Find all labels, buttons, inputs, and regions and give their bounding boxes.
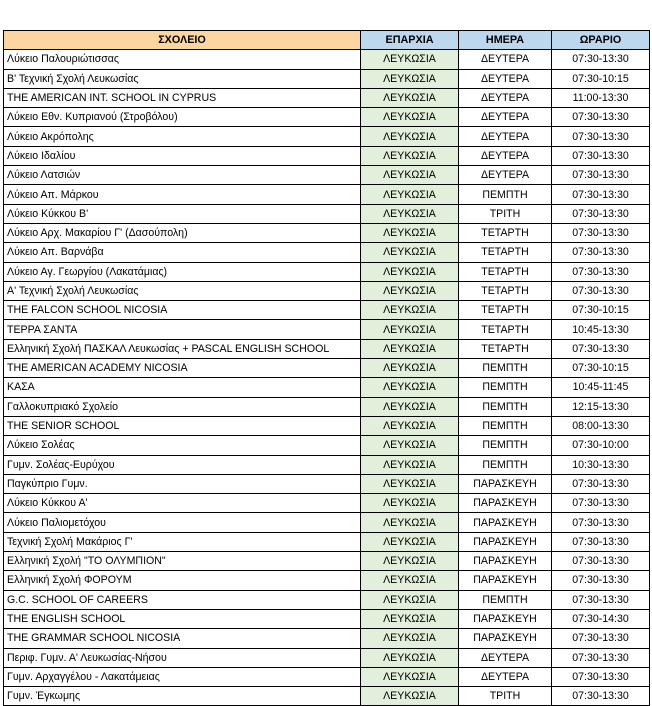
- schedule-cell: 10:30-13:30: [552, 455, 650, 474]
- province-cell: ΛΕΥΚΩΣΙΑ: [361, 494, 459, 513]
- school-cell: Παγκύπριο Γυμν.: [4, 474, 361, 493]
- province-cell: ΛΕΥΚΩΣΙΑ: [361, 416, 459, 435]
- table-row: [4, 127, 650, 146]
- table-row: [4, 609, 650, 628]
- schedule-cell: 07:30-10:15: [552, 359, 650, 378]
- schedule-table: [3, 30, 650, 706]
- province-cell: ΛΕΥΚΩΣΙΑ: [361, 474, 459, 493]
- school-cell: Γυμν. Έγκωμης: [4, 687, 361, 706]
- day-cell: ΤΕΤΑΡΤΗ: [459, 262, 552, 281]
- day-cell: ΠΑΡΑΣΚΕΥΗ: [459, 571, 552, 590]
- province-cell: ΛΕΥΚΩΣΙΑ: [361, 667, 459, 686]
- table-row: [4, 69, 650, 88]
- schedule-cell: 07:30-13:30: [552, 185, 650, 204]
- school-cell: Γαλλοκυπριακό Σχολείο: [4, 397, 361, 416]
- schedule-cell: 07:30-13:30: [552, 474, 650, 493]
- table-row: [4, 513, 650, 532]
- table-row: [4, 474, 650, 493]
- table-row: [4, 108, 650, 127]
- schedule-cell: 07:30-13:30: [552, 629, 650, 648]
- header-province: ΕΠΑΡΧΙΑ: [361, 31, 459, 50]
- province-cell: ΛΕΥΚΩΣΙΑ: [361, 108, 459, 127]
- school-cell: Λύκειο Εθν. Κυπριανού (Στροβόλου): [4, 108, 361, 127]
- province-cell: ΛΕΥΚΩΣΙΑ: [361, 185, 459, 204]
- day-cell: ΠΕΜΠΤΗ: [459, 359, 552, 378]
- school-cell: Ελληνική Σχολή ΦΟΡΟΥΜ: [4, 571, 361, 590]
- day-cell: ΤΕΤΑΡΤΗ: [459, 243, 552, 262]
- table-row: [4, 339, 650, 358]
- schedule-cell: 07:30-13:30: [552, 590, 650, 609]
- school-cell: Λύκειο Ακρόπολης: [4, 127, 361, 146]
- schedule-cell: 07:30-13:30: [552, 571, 650, 590]
- school-cell: THE ENGLISH SCHOOL: [4, 609, 361, 628]
- table-row: [4, 397, 650, 416]
- schedule-cell: 07:30-13:30: [552, 687, 650, 706]
- school-cell: Λύκειο Απ. Μάρκου: [4, 185, 361, 204]
- province-cell: ΛΕΥΚΩΣΙΑ: [361, 146, 459, 165]
- school-cell: THE FALCON SCHOOL NICOSIA: [4, 301, 361, 320]
- schedule-cell: 07:30-14:30: [552, 609, 650, 628]
- day-cell: ΤΕΤΑΡΤΗ: [459, 223, 552, 242]
- day-cell: ΠΑΡΑΣΚΕΥΗ: [459, 474, 552, 493]
- schedule-cell: 07:30-13:30: [552, 513, 650, 532]
- day-cell: ΔΕΥΤΕΡΑ: [459, 667, 552, 686]
- table-row: [4, 532, 650, 551]
- day-cell: ΠΕΜΠΤΗ: [459, 455, 552, 474]
- day-cell: ΠΑΡΑΣΚΕΥΗ: [459, 552, 552, 571]
- day-cell: ΠΑΡΑΣΚΕΥΗ: [459, 494, 552, 513]
- schedule-cell: 07:30-13:30: [552, 667, 650, 686]
- day-cell: ΠΑΡΑΣΚΕΥΗ: [459, 532, 552, 551]
- school-cell: THE AMERICAN INT. SCHOOL IN CYPRUS: [4, 88, 361, 107]
- day-cell: ΤΕΤΑΡΤΗ: [459, 301, 552, 320]
- day-cell: ΤΕΤΑΡΤΗ: [459, 281, 552, 300]
- province-cell: ΛΕΥΚΩΣΙΑ: [361, 262, 459, 281]
- school-cell: Ελληνική Σχολή "ΤΟ ΟΛΥΜΠΙΟΝ": [4, 552, 361, 571]
- table-row: [4, 378, 650, 397]
- province-cell: ΛΕΥΚΩΣΙΑ: [361, 629, 459, 648]
- schedule-cell: 12:15-13:30: [552, 397, 650, 416]
- day-cell: ΤΕΤΑΡΤΗ: [459, 320, 552, 339]
- school-cell: ΤΕΡΡΑ ΣΑΝΤΑ: [4, 320, 361, 339]
- province-cell: ΛΕΥΚΩΣΙΑ: [361, 378, 459, 397]
- table-row: [4, 281, 650, 300]
- province-cell: ΛΕΥΚΩΣΙΑ: [361, 513, 459, 532]
- schedule-cell: 07:30-13:30: [552, 204, 650, 223]
- schedule-cell: 11:00-13:30: [552, 88, 650, 107]
- schedule-cell: 07:30-13:30: [552, 166, 650, 185]
- table-row: [4, 667, 650, 686]
- school-cell: Β' Τεχνική Σχολή Λευκωσίας: [4, 69, 361, 88]
- province-cell: ΛΕΥΚΩΣΙΑ: [361, 243, 459, 262]
- day-cell: ΔΕΥΤΕΡΑ: [459, 88, 552, 107]
- table-row: [4, 166, 650, 185]
- day-cell: ΠΕΜΠΤΗ: [459, 185, 552, 204]
- province-cell: ΛΕΥΚΩΣΙΑ: [361, 687, 459, 706]
- province-cell: ΛΕΥΚΩΣΙΑ: [361, 571, 459, 590]
- school-cell: Τεχνική Σχολή Μακάριος Γ': [4, 532, 361, 551]
- schedule-cell: 10:45-13:30: [552, 320, 650, 339]
- table-row: [4, 359, 650, 378]
- day-cell: ΠΑΡΑΣΚΕΥΗ: [459, 609, 552, 628]
- day-cell: ΔΕΥΤΕΡΑ: [459, 108, 552, 127]
- province-cell: ΛΕΥΚΩΣΙΑ: [361, 552, 459, 571]
- province-cell: ΛΕΥΚΩΣΙΑ: [361, 88, 459, 107]
- day-cell: ΠΕΜΠΤΗ: [459, 590, 552, 609]
- table-row: [4, 455, 650, 474]
- schedule-cell: 07:30-13:30: [552, 108, 650, 127]
- day-cell: ΠΑΡΑΣΚΕΥΗ: [459, 513, 552, 532]
- school-cell: Λύκειο Κύκκου Α': [4, 494, 361, 513]
- schedule-cell: 07:30-13:30: [552, 281, 650, 300]
- schedule-cell: 07:30-13:30: [552, 648, 650, 667]
- province-cell: ΛΕΥΚΩΣΙΑ: [361, 50, 459, 69]
- day-cell: ΤΕΤΑΡΤΗ: [459, 339, 552, 358]
- day-cell: ΠΑΡΑΣΚΕΥΗ: [459, 629, 552, 648]
- table-body: [4, 50, 650, 706]
- school-cell: THE AMERICAN ACADEMY NICOSIA: [4, 359, 361, 378]
- table-row: [4, 552, 650, 571]
- province-cell: ΛΕΥΚΩΣΙΑ: [361, 320, 459, 339]
- table-row: [4, 320, 650, 339]
- table-row: [4, 88, 650, 107]
- header-schedule: ΩΡΑΡΙΟ: [552, 31, 650, 50]
- province-cell: ΛΕΥΚΩΣΙΑ: [361, 339, 459, 358]
- province-cell: ΛΕΥΚΩΣΙΑ: [361, 648, 459, 667]
- table-row: [4, 590, 650, 609]
- day-cell: ΔΕΥΤΕΡΑ: [459, 50, 552, 69]
- table-row: [4, 301, 650, 320]
- schedule-cell: 10:45-11:45: [552, 378, 650, 397]
- school-cell: Λύκειο Παλιομετόχου: [4, 513, 361, 532]
- day-cell: ΠΕΜΠΤΗ: [459, 416, 552, 435]
- day-cell: ΔΕΥΤΕΡΑ: [459, 648, 552, 667]
- school-cell: Λύκειο Κύκκου Β': [4, 204, 361, 223]
- schedule-cell: 07:30-13:30: [552, 494, 650, 513]
- schedule-cell: 07:30-10:15: [552, 301, 650, 320]
- table-row: [4, 416, 650, 435]
- table-row: [4, 436, 650, 455]
- table-row: [4, 185, 650, 204]
- school-cell: Λύκειο Αρχ. Μακαρίου Γ' (Δασούπολη): [4, 223, 361, 242]
- schedule-sheet: [3, 30, 649, 706]
- table-row: [4, 262, 650, 281]
- day-cell: ΔΕΥΤΕΡΑ: [459, 127, 552, 146]
- province-cell: ΛΕΥΚΩΣΙΑ: [361, 223, 459, 242]
- province-cell: ΛΕΥΚΩΣΙΑ: [361, 532, 459, 551]
- schedule-cell: 07:30-13:30: [552, 552, 650, 571]
- province-cell: ΛΕΥΚΩΣΙΑ: [361, 301, 459, 320]
- province-cell: ΛΕΥΚΩΣΙΑ: [361, 590, 459, 609]
- header-school: ΣΧΟΛΕΙΟ: [4, 31, 361, 50]
- schedule-cell: 07:30-13:30: [552, 223, 650, 242]
- school-cell: Γυμν. Σολέας-Ευρύχου: [4, 455, 361, 474]
- province-cell: ΛΕΥΚΩΣΙΑ: [361, 127, 459, 146]
- school-cell: Λύκειο Ιδαλίου: [4, 146, 361, 165]
- schedule-cell: 08:00-13:30: [552, 416, 650, 435]
- province-cell: ΛΕΥΚΩΣΙΑ: [361, 609, 459, 628]
- schedule-cell: 07:30-13:30: [552, 339, 650, 358]
- schedule-cell: 07:30-13:30: [552, 50, 650, 69]
- school-cell: Λύκειο Απ. Βαρνάβα: [4, 243, 361, 262]
- school-cell: Γυμν. Αρχαγγέλου - Λακατάμειας: [4, 667, 361, 686]
- schedule-cell: 07:30-10:00: [552, 436, 650, 455]
- schedule-cell: 07:30-13:30: [552, 146, 650, 165]
- province-cell: ΛΕΥΚΩΣΙΑ: [361, 455, 459, 474]
- table-row: [4, 146, 650, 165]
- schedule-cell: 07:30-13:30: [552, 127, 650, 146]
- schedule-cell: 07:30-13:30: [552, 262, 650, 281]
- table-row: [4, 50, 650, 69]
- table-row: [4, 223, 650, 242]
- day-cell: ΤΡΙΤΗ: [459, 204, 552, 223]
- school-cell: Περιφ. Γυμν. Α' Λευκωσίας-Νήσου: [4, 648, 361, 667]
- schedule-cell: 07:30-13:30: [552, 243, 650, 262]
- province-cell: ΛΕΥΚΩΣΙΑ: [361, 359, 459, 378]
- table-row: [4, 494, 650, 513]
- day-cell: ΠΕΜΠΤΗ: [459, 397, 552, 416]
- school-cell: THE GRAMMAR SCHOOL NICOSIA: [4, 629, 361, 648]
- school-cell: Λύκειο Παλουριώτισσας: [4, 50, 361, 69]
- school-cell: THE SENIOR SCHOOL: [4, 416, 361, 435]
- province-cell: ΛΕΥΚΩΣΙΑ: [361, 69, 459, 88]
- day-cell: ΔΕΥΤΕΡΑ: [459, 166, 552, 185]
- schedule-cell: 07:30-10:15: [552, 69, 650, 88]
- day-cell: ΔΕΥΤΕΡΑ: [459, 69, 552, 88]
- province-cell: ΛΕΥΚΩΣΙΑ: [361, 204, 459, 223]
- schedule-cell: 07:30-13:30: [552, 532, 650, 551]
- day-cell: ΔΕΥΤΕΡΑ: [459, 146, 552, 165]
- school-cell: G.C. SCHOOL OF CAREERS: [4, 590, 361, 609]
- school-cell: Λύκειο Σολέας: [4, 436, 361, 455]
- school-cell: ΚΑΣΑ: [4, 378, 361, 397]
- school-cell: Ελληνική Σχολή ΠΑΣΚΑΛ Λευκωσίας + PASCAL ENGLISH SCHOOL: [4, 339, 361, 358]
- table-row: [4, 204, 650, 223]
- school-cell: Λύκειο Αγ. Γεωργίου (Λακατάμιας): [4, 262, 361, 281]
- province-cell: ΛΕΥΚΩΣΙΑ: [361, 166, 459, 185]
- header-row: [4, 31, 650, 50]
- province-cell: ΛΕΥΚΩΣΙΑ: [361, 281, 459, 300]
- day-cell: ΤΡΙΤΗ: [459, 687, 552, 706]
- province-cell: ΛΕΥΚΩΣΙΑ: [361, 397, 459, 416]
- day-cell: ΠΕΜΠΤΗ: [459, 378, 552, 397]
- school-cell: Α' Τεχνική Σχολή Λευκωσίας: [4, 281, 361, 300]
- table-row: [4, 648, 650, 667]
- school-cell: Λύκειο Λατσιών: [4, 166, 361, 185]
- province-cell: ΛΕΥΚΩΣΙΑ: [361, 436, 459, 455]
- day-cell: ΠΕΜΠΤΗ: [459, 436, 552, 455]
- table-row: [4, 571, 650, 590]
- header-day: ΗΜΕΡΑ: [459, 31, 552, 50]
- table-row: [4, 629, 650, 648]
- table-row: [4, 243, 650, 262]
